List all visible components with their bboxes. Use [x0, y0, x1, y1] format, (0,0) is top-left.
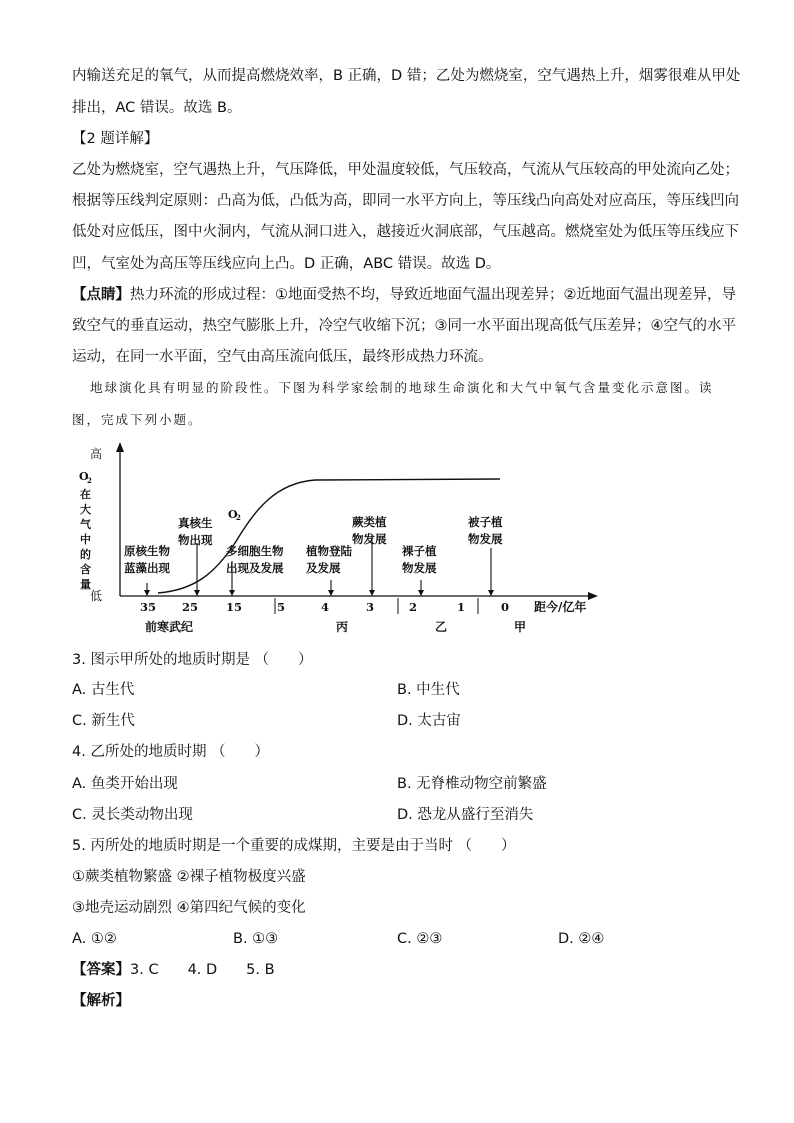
tick-label: 1 [457, 600, 466, 614]
curve-label: O [228, 508, 238, 521]
tip-text: 热力环流的形成过程：①地面受热不均，导致近地面气温出现差异；②近地面气温出现差异，导 [130, 287, 736, 303]
event-label-multicellular: 出现及发展 [226, 561, 284, 575]
svg-text:2: 2 [87, 476, 92, 485]
paragraph-line: 致空气的垂直运动，热空气膨胀上升，冷空气收缩下沉；③同一水平面出现高低气压差异；④空气的水平 [72, 318, 736, 334]
option-a: A. 鱼类开始出现 [72, 776, 178, 792]
event-label-multicellular: 多细胞生物 [226, 544, 284, 558]
intro-line: 地球演化具有明显的阶段性。下图为科学家绘制的地球生命演化和大气中氧气含量变化示意图。读 [90, 380, 714, 395]
event-label-ferns: 物发展 [352, 532, 387, 546]
event-label-prokaryote: 原核生物 [124, 544, 170, 558]
answer-text: 3. C 4. D 5. B [130, 962, 275, 978]
question-stem: 5. 丙所处的地质时期是一个重要的成煤期，主要是由于当时 （ ） [72, 838, 516, 854]
svg-text:量: 量 [80, 578, 91, 591]
tick-label: 2 [409, 600, 418, 614]
paragraph-line: 运动，在同一水平面，空气由高压流向低压，最终形成热力环流。 [72, 349, 493, 365]
option-d: D. 恐龙从盛行至消失 [397, 807, 534, 823]
x-axis-arrow [588, 592, 598, 600]
tip-label: 【点睛】 [72, 287, 130, 303]
question-stem: 4. 乙所处的地质时期 （ ） [72, 744, 270, 760]
section-heading: 【2 题详解】 [72, 131, 159, 147]
answer-label: 【答案】 [72, 962, 130, 978]
evolution-oxygen-figure [70, 438, 610, 638]
option-d: D. ②④ [558, 931, 605, 947]
event-label-gymnosperms: 裸子植 [402, 544, 437, 558]
y-axis-arrow [116, 442, 124, 452]
era-label-jia: 甲 [514, 620, 527, 634]
statement-line: ①蕨类植物繁盛 ②裸子植物极度兴盛 [72, 869, 306, 885]
tick-label: 35 [140, 600, 157, 614]
option-b: B. ①③ [233, 931, 279, 947]
intro-line: 图，完成下列小题。 [72, 412, 203, 427]
event-label-angiosperms: 物发展 [468, 532, 503, 546]
paragraph-line: 低处对应低压，图中火洞内，气流从洞口进入，越接近火洞底部，气压越高。燃烧室处为低压等压线应下 [72, 224, 739, 240]
event-label-ferns: 蕨类植 [352, 515, 387, 529]
event-label-eukaryote: 真核生 [178, 516, 213, 530]
paragraph-line: 乙处为燃烧室，空气遇热上升，气压降低，甲处温度较低，气压较高，气流从气压较高的甲处流向乙处； [72, 162, 739, 178]
svg-text:中: 中 [80, 533, 91, 546]
svg-text:2: 2 [236, 513, 241, 522]
option-c: C. 灵长类动物出现 [72, 807, 193, 823]
event-label-prokaryote: 蓝藻出现 [124, 561, 170, 575]
paragraph-line: 排出，AC 错误。故选 B。 [72, 100, 242, 116]
tick-label: 5 [277, 600, 286, 614]
svg-text:含: 含 [80, 563, 91, 576]
event-arrowheads [144, 590, 494, 596]
paragraph-line: 凹，气室处为高压等压线应向上凸。D 正确，ABC 错误。故选 D。 [72, 256, 501, 272]
era-label-precambrian: 前寒武纪 [145, 620, 194, 634]
tick-label: 4 [321, 600, 330, 614]
y-axis-title [79, 470, 92, 591]
svg-text:的: 的 [80, 548, 91, 561]
svg-text:O: O [79, 470, 89, 483]
tick-label: 3 [366, 600, 375, 614]
option-b: B. 无脊椎动物空前繁盛 [397, 776, 547, 792]
tick-label: 25 [182, 600, 199, 614]
svg-text:气: 气 [80, 518, 91, 531]
tick-label: 0 [501, 600, 510, 614]
option-c: C. 新生代 [72, 713, 135, 729]
question-stem: 3. 图示甲所处的地质时期是 （ ） [72, 652, 313, 668]
statement-line: ③地壳运动剧烈 ④第四纪气候的变化 [72, 900, 306, 916]
y-low-label: 低 [90, 589, 103, 603]
option-d: D. 太古宙 [397, 713, 461, 729]
event-label-gymnosperms: 物发展 [402, 561, 437, 575]
svg-text:大: 大 [80, 503, 91, 516]
option-b: B. 中生代 [397, 682, 460, 698]
event-label-angiosperms: 被子植 [468, 515, 503, 529]
tick-label: 15 [226, 600, 243, 614]
event-label-land-plants: 及发展 [306, 561, 341, 575]
option-c: C. ②③ [397, 931, 443, 947]
tip-paragraph-line [72, 285, 736, 305]
analysis-label: 【解析】 [72, 993, 130, 1009]
y-high-label: 高 [90, 447, 103, 461]
answer-line [72, 960, 275, 980]
era-label-yi: 乙 [435, 620, 448, 634]
option-a: A. 古生代 [72, 682, 135, 698]
event-label-eukaryote: 物出现 [178, 533, 213, 547]
svg-text:在: 在 [80, 488, 91, 501]
x-axis-title: 距今/亿年 [534, 600, 587, 614]
paragraph-line: 根据等压线判定原则：凸高为低，凸低为高，即同一水平方向上，等压线凸向高处对应高压，等压线凹向 [72, 193, 739, 209]
era-dividers [275, 598, 478, 614]
era-label-bing: 丙 [336, 620, 349, 634]
event-label-land-plants: 植物登陆 [306, 544, 352, 558]
option-a: A. ①② [72, 931, 117, 947]
paragraph-line: 内输送充足的氧气，从而提高燃烧效率，B 正确，D 错；乙处为燃烧室，空气遇热上升，烟雾很难从甲处 [72, 68, 741, 84]
